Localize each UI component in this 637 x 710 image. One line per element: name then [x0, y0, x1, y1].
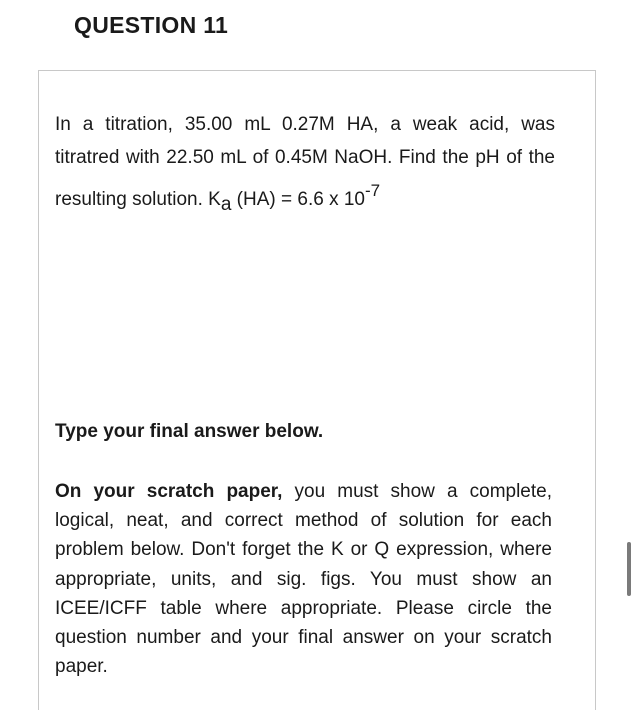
- question-header: [0, 0, 637, 70]
- instructions-body: you must show a complete, logical, neat, and correct method of solution for each problem below. Don't forget the K or Q expression, where appropriate, units, and sig. figs. You must show an ICEE/ICFF table where appropriate. Please circle the question number and your final answer on your scratch paper.: [55, 481, 552, 678]
- question-title: QUESTION 11: [74, 12, 229, 38]
- ka-subscript: a: [220, 194, 232, 215]
- question-text-main: In a titration, 35.00 mL 0.27M HA, a weak acid, was titratred with 22.50 mL of 0.45M NaOH. Find the pH of the resulting solution. K: [55, 114, 555, 210]
- vertical-scrollbar-thumb[interactable]: [627, 542, 631, 596]
- scratch-paper-instructions: [55, 477, 552, 681]
- ka-exponent: -7: [365, 181, 381, 200]
- question-text: [55, 108, 555, 221]
- final-answer-label: Type your final answer below.: [55, 421, 324, 442]
- question-text-ka: (HA) = 6.6 x 10: [231, 189, 365, 210]
- instructions-lead: On your scratch paper,: [55, 481, 283, 502]
